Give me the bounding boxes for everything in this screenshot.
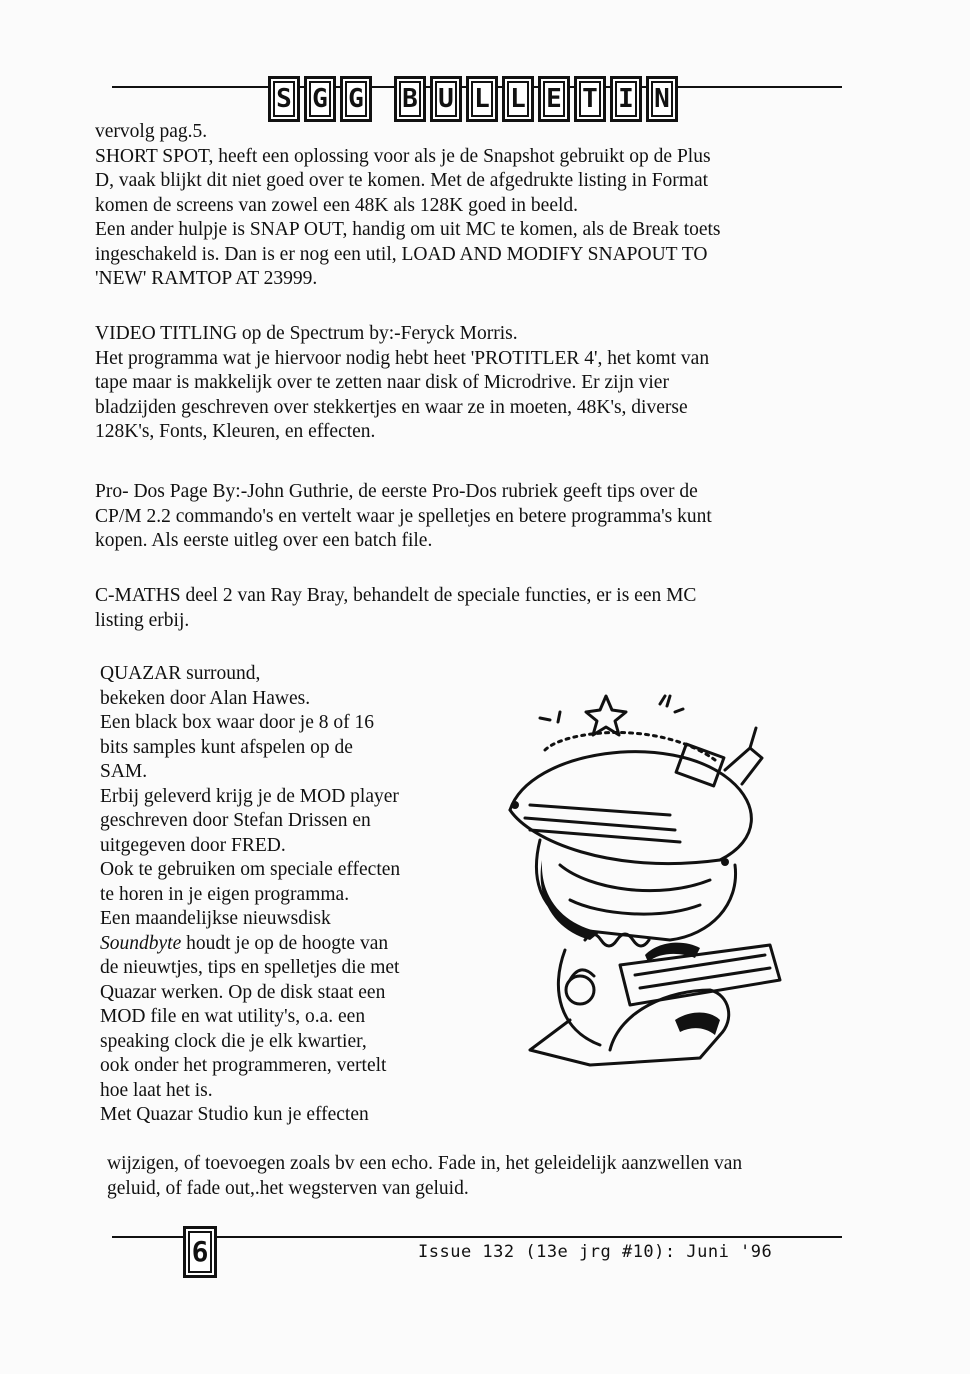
text-line: C-MATHS deel 2 van Ray Bray, behandelt de speciale functies, er is een MC — [95, 585, 697, 606]
text-line: VIDEO TITLING op de Spectrum by:-Feryck Morris. — [95, 323, 518, 344]
text-line: SHORT SPOT, heeft een oplossing voor als je de Snapshot gebruikt op de Plus — [95, 145, 711, 167]
text-line: komen de screens van zowel een 48K als 128K goed in beeld. — [95, 194, 579, 216]
paragraph-quazar — [100, 662, 400, 1128]
text-line: bladzijden geschreven over stekkertjes en waar ze in moeten, 48K's, diverse — [95, 396, 688, 418]
paragraph-video-titling — [95, 322, 709, 445]
masthead-letter: U — [430, 76, 462, 122]
paragraph-pro-dos — [95, 480, 712, 554]
text-line: te horen in je eigen programma. — [100, 883, 350, 905]
text-line: wijzigen, of toevoegen zoals bv een echo. Fade in, het geleidelijk aanzwellen van — [107, 1153, 743, 1174]
text-line: bekeken door Alan Hawes. — [100, 687, 311, 709]
text-line: Ook te gebruiken om speciale effecten — [100, 859, 401, 880]
issue-info: Issue 132 (13e jrg #10): Juni '96 — [418, 1242, 773, 1262]
soundbyte-title: Soundbyte — [100, 932, 182, 954]
text-line: Pro- Dos Page By:-John Guthrie, de eerste Pro-Dos rubriek geeft tips over de — [95, 481, 698, 502]
text-line: geluid, of fade out,.het wegsterven van geluid. — [107, 1177, 469, 1199]
text-line: 128K's, Fonts, Kleuren, en effecten. — [95, 421, 376, 442]
text-line: Een maandelijkse nieuwsdisk — [100, 908, 331, 929]
text-line: MOD file en wat utility's, o.a. een — [100, 1006, 366, 1027]
paragraph-quazar-studio — [107, 1152, 742, 1201]
page-number: 6 — [183, 1226, 217, 1278]
masthead-letter: E — [538, 76, 570, 122]
text-line: SAM. — [100, 761, 148, 782]
text-line: vervolg pag.5. — [95, 121, 208, 142]
masthead-letter: B — [394, 76, 426, 122]
text-line: D, vaak blijkt dit niet goed over te komen. Met de afgedrukte listing in Format — [95, 170, 709, 191]
text-line: Een ander hulpje is SNAP OUT, handig om uit MC te komen, als de Break toets — [95, 219, 721, 240]
text-line: CP/M 2.2 commando's en vertelt waar je spelletjes en betere programma's kunt — [95, 505, 712, 527]
text-fragment: houdt je op de hoogte van — [181, 932, 389, 954]
text-line: hoe laat het is. — [100, 1079, 213, 1101]
masthead-letter: I — [610, 76, 642, 122]
text-line: geschreven door Stefan Drissen en — [100, 810, 371, 831]
masthead-letter: T — [574, 76, 606, 122]
text-line: de nieuwtjes, tips en spelletjes die met — [100, 957, 400, 978]
text-line: Een black box waar door je 8 of 16 — [100, 712, 374, 733]
text-line: listing erbij. — [95, 609, 190, 631]
text-line: QUAZAR surround, — [100, 663, 261, 684]
text-line: speaking clock die je elk kwartier, — [100, 1030, 367, 1052]
paragraph-short-spot — [95, 120, 721, 292]
masthead-letter: L — [502, 76, 534, 122]
masthead-letter: L — [466, 76, 498, 122]
text-line: Erbij geleverd krijg je de MOD player — [100, 785, 399, 807]
masthead-letter: G — [304, 76, 336, 122]
text-line: bits samples kunt afspelen op de — [100, 736, 353, 758]
masthead-letter: S — [268, 76, 300, 122]
text-line: ingeschakeld is. Dan is er nog een util, LOAD AND MODIFY SNAPOUT TO — [95, 243, 708, 265]
computer-dish-illustration — [470, 690, 790, 1080]
text-line: uitgegeven door FRED. — [100, 834, 286, 856]
text-line: Het programma wat je hiervoor nodig hebt heet 'PROTITLER 4', het komt van — [95, 347, 710, 369]
masthead-letter: G — [340, 76, 372, 122]
text-line: kopen. Als eerste uitleg over een batch file. — [95, 530, 433, 551]
text-line — [100, 932, 400, 957]
text-line: 'NEW' RAMTOP AT 23999. — [95, 268, 318, 289]
text-line: ook onder het programmeren, vertelt — [100, 1055, 387, 1076]
text-line: Met Quazar Studio kun je effecten — [100, 1104, 369, 1125]
text-line: tape maar is makkelijk over te zetten naar disk of Microdrive. Er zijn vier — [95, 372, 669, 393]
masthead-logo — [268, 76, 678, 122]
footer-rule — [112, 1236, 842, 1238]
paragraph-c-maths — [95, 584, 696, 633]
masthead-letter: N — [646, 76, 678, 122]
text-line: Quazar werken. Op de disk staat een — [100, 981, 386, 1003]
